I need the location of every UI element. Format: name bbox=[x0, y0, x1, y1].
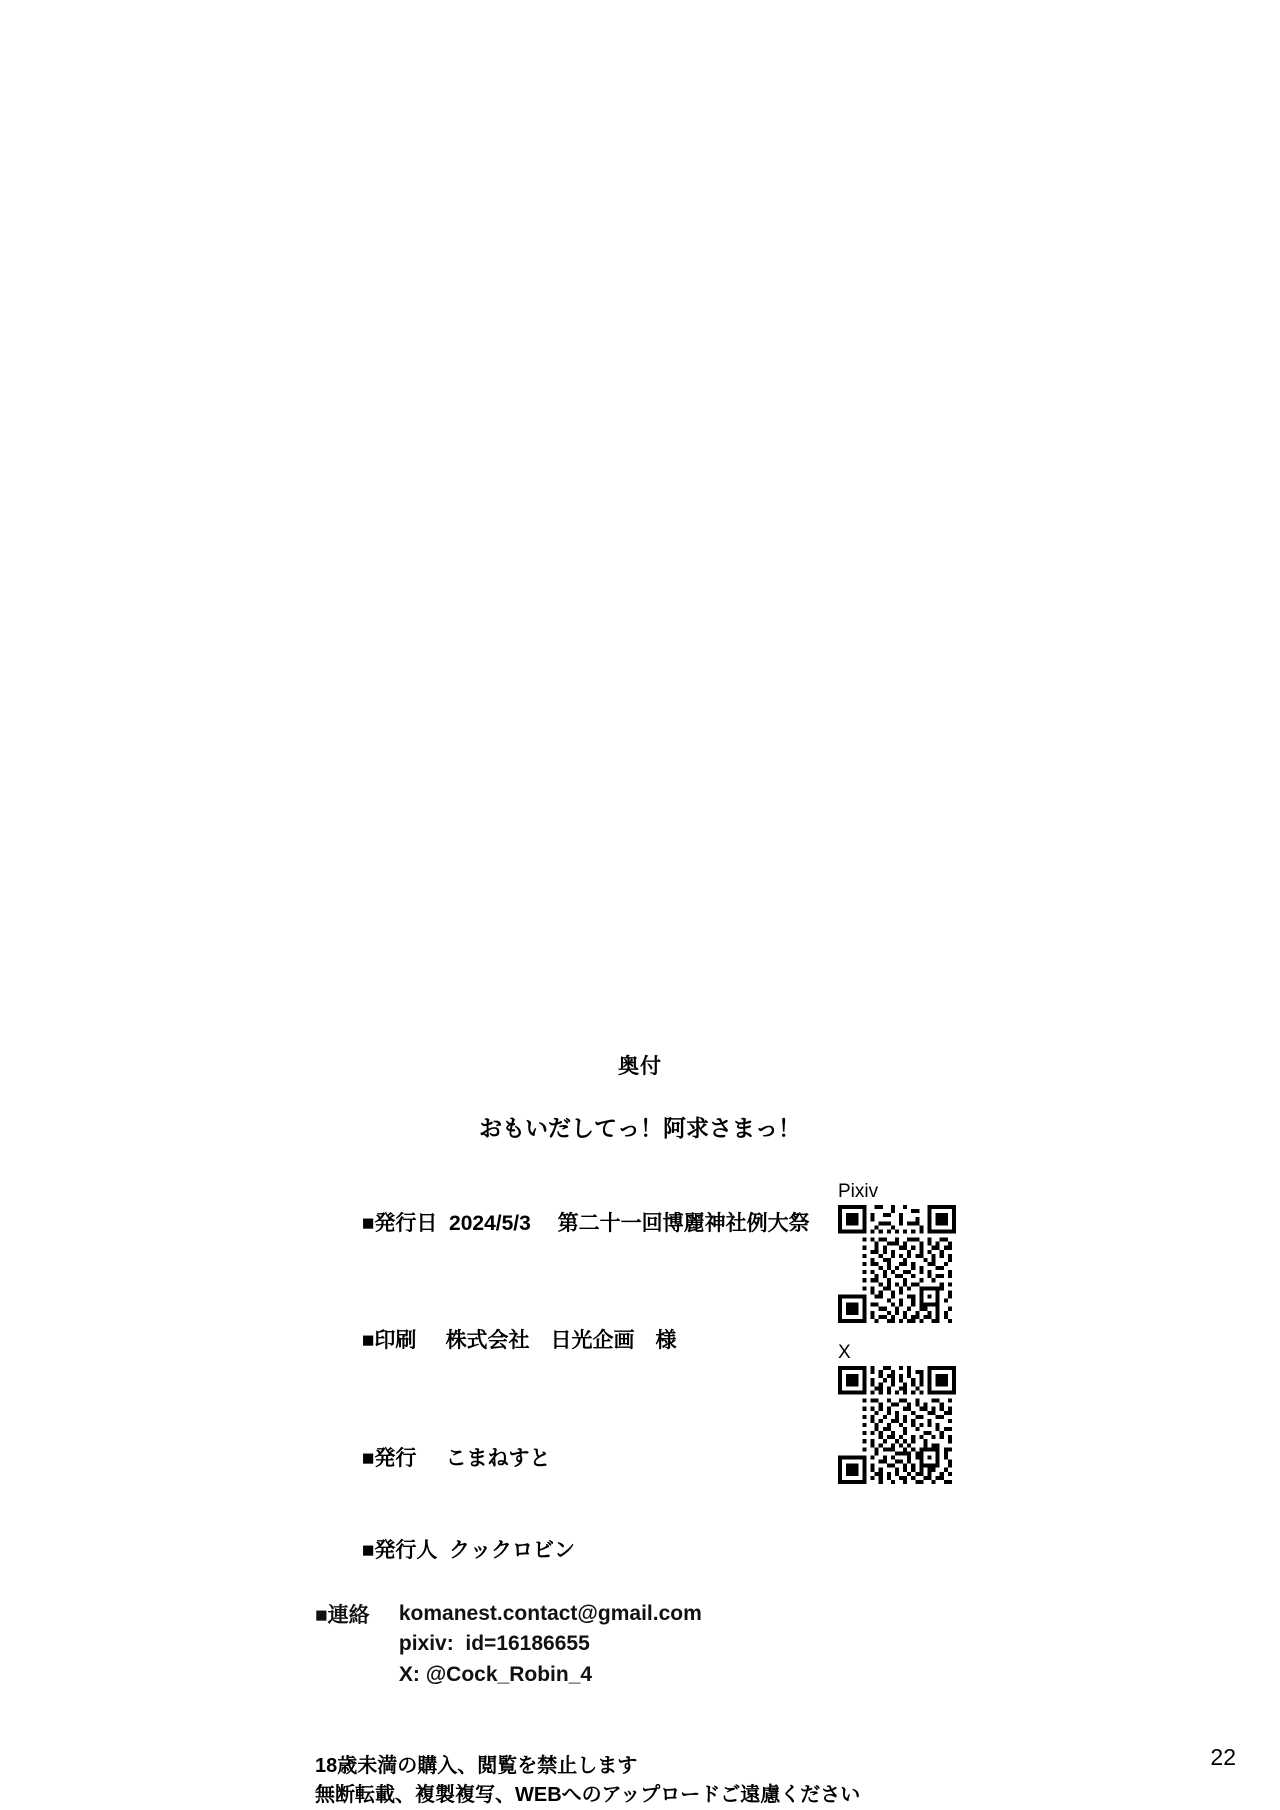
publisher-person-label: ■発行人 bbox=[361, 1539, 438, 1563]
contact-email: komanest.contact@gmail.com bbox=[398, 1601, 702, 1625]
page-number: 22 bbox=[1210, 1744, 1236, 1770]
publisher-person-value: クックロビン bbox=[449, 1539, 576, 1563]
qr-code-group bbox=[838, 1182, 968, 1484]
contact-x-handle: X: @Cock_Robin_4 bbox=[398, 1662, 593, 1686]
contact-pixiv-id: pixiv: id=16186655 bbox=[398, 1632, 590, 1656]
printing-value: 株式会社 日光企画 様 bbox=[445, 1329, 677, 1353]
publisher-value: こまねすと bbox=[445, 1446, 551, 1470]
contact-label: ■連絡 bbox=[315, 1603, 370, 1627]
qr-code-x-caption: X bbox=[838, 1341, 851, 1363]
qr-code-pixiv[interactable] bbox=[838, 1205, 956, 1323]
printing-label: ■印刷 bbox=[361, 1329, 417, 1353]
contact-spacer bbox=[370, 1599, 399, 1623]
contact-row bbox=[315, 1599, 1030, 1690]
publish-date-label: ■発行日 bbox=[361, 1211, 438, 1235]
qr-code-pixiv-caption: Pixiv bbox=[838, 1181, 879, 1202]
notice-reproduction: 無断転載、複製複写、WEBへのアップロードご遠慮ください bbox=[315, 1784, 861, 1807]
publisher-label: ■発行 bbox=[361, 1446, 417, 1470]
colophon-heading: 奥付 bbox=[618, 1055, 662, 1078]
publish-date-value: 2024/5/3 第二十一回博麗神社例大祭 bbox=[449, 1211, 810, 1235]
publisher-person-row bbox=[315, 1506, 1030, 1595]
contact-values bbox=[399, 1599, 702, 1690]
colophon-info-area bbox=[0, 1179, 1280, 1690]
notice-age-restriction: 18歳未満の購入、閲覧を禁止します bbox=[315, 1755, 638, 1778]
colophon-section bbox=[0, 1050, 1280, 1810]
work-title: おもいだしてっ！阿求さまっ！ bbox=[479, 1115, 801, 1141]
usage-notice bbox=[0, 1752, 1280, 1810]
qr-code-x[interactable] bbox=[838, 1366, 956, 1484]
